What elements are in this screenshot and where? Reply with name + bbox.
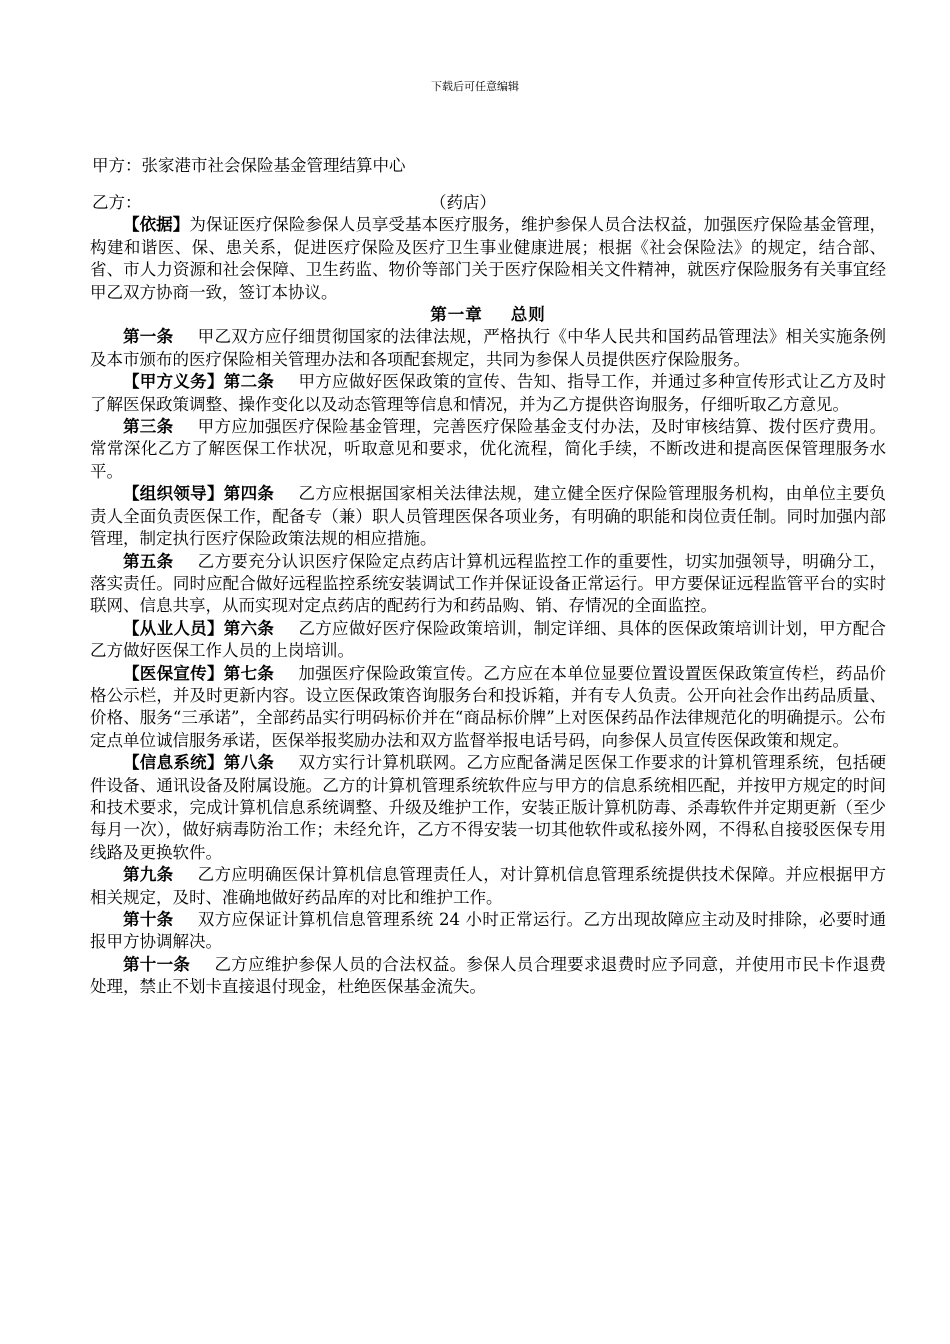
article-title: 第四条 [223, 484, 275, 504]
article-title: 第十一条 [123, 954, 191, 974]
basis-paragraph [90, 214, 886, 304]
article-2 [90, 371, 886, 416]
article-text: 甲方应做好医保政策的宣传、告知、指导工作，并通过多种宣传形式让乙方及时了解医保政策调整、操作变化以及动态管理等信息和情况，并为乙方提供咨询服务，仔细听取乙方意见。 [90, 372, 887, 414]
party-b-label: 乙方： [92, 193, 142, 213]
article-title: 第三条 [123, 417, 174, 437]
basis-text: 为保证医疗保险参保人员享受基本医疗服务，维护参保人员合法权益，加强医疗保险基金管理，构建和谐医、保、患关系，促进医疗保险及医疗卫生事业健康进展；根据《社会保险法》的规定，结合部、省、市人力资源和社会保障、卫生药监、物价等部门关于医疗保险相关文件精神，就医疗保险服务有关事宜经甲乙双方协商一致，签订本协议。 [90, 215, 887, 302]
article-3 [90, 416, 886, 483]
article-title: 第二条 [223, 372, 275, 392]
article-text: 双方实行计算机联网。乙方应配备满足医保工作要求的计算机管理系统，包括硬件设备、通讯设备及附属设施。乙方的计算机管理系统软件应与甲方的信息系统相匹配，并按甲方规定的时间和技术要求，完成计算机信息系统调整、升级及维护工作，安装正版计算机防毒、杀毒软件并定期更新（至少每月一次），做好病毒防治工作；未经允许，乙方不得安装一切其他软件或私接外网，不得私自接驳医保专用线路及更换软件。 [90, 753, 887, 862]
chapter-heading [90, 304, 886, 326]
article-10 [90, 909, 886, 954]
article-tag: 【组织领导】 [123, 484, 224, 504]
article-text: 乙方应明确医保计算机信息管理责任人，对计算机信息管理系统提供技术保障。并应根据甲方相关规定，及时、准确地做好药品库的对比和维护工作。 [90, 865, 887, 907]
article-4 [90, 483, 886, 550]
article-title: 第六条 [223, 618, 275, 638]
article-11 [90, 954, 886, 999]
article-text: 甲方应加强医疗保险基金管理，完善医疗保险基金支付办法，及时审核结算、拨付医疗费用。常常深化乙方了解医保工作状况，听取意见和要求，优化流程，简化手续，不断改进和提高医保管理服务水平。 [90, 417, 887, 481]
article-text: 乙方应做好医疗保险政策培训，制定详细、具体的医保政策培训计划，甲方配合乙方做好医保工作人员的上岗培训。 [90, 618, 887, 661]
article-title: 第五条 [123, 551, 174, 571]
article-text: 乙方应维护参保人员的合法权益。参保人员合理要求退费时应予同意，并使用市民卡作退费处理，禁止不划卡直接退付现金，杜绝医保基金流失。 [90, 954, 887, 997]
agreement-body [90, 155, 886, 999]
article-text: 双方应保证计算机信息管理系统 24 小时正常运行。乙方出现故障应主动及时排除，必要时通报甲方协调解决。 [90, 910, 886, 952]
chapter-title: 总则 [510, 305, 546, 325]
party-b [90, 192, 886, 214]
chapter-number: 第一章 [430, 305, 483, 325]
article-text: 甲乙双方应仔细贯彻国家的法律法规，严格执行《中华人民共和国药品管理法》相关实施条例及本市颁布的医疗保险相关管理办法和各项配套规定，共同为参保人员提供医疗保险服务。 [90, 327, 887, 369]
article-text: 乙方要充分认识医疗保险定点药店计算机远程监控工作的重要性，切实加强领导，明确分工，落实责任。同时应配合做好远程监控系统安装调试工作并保证设备正常运行。甲方要保证远程监管平台的实时联网、信息共享，从而实现对定点药店的配药行为和药品购、销、存情况的全面监控。 [90, 551, 887, 616]
article-6 [90, 618, 886, 663]
article-5 [90, 551, 886, 618]
party-a: 甲方：张家港市社会保险基金管理结算中心 [92, 156, 406, 175]
article-text: 乙方应根据国家相关法律法规，建立健全医疗保险管理服务机构，由单位主要负责人全面负责医保工作，配备专（兼）职人员管理医保各项业务，有明确的职能和岗位责任制。同时加强内部管理，制定执行医疗保险政策法规的相应措施。 [90, 484, 887, 549]
article-title: 第九条 [123, 865, 174, 885]
article-tag: 【甲方义务】 [123, 372, 224, 392]
party-b-suffix: （药店） [430, 193, 496, 213]
article-9 [90, 864, 886, 909]
article-title: 第七条 [223, 663, 275, 683]
article-title: 第八条 [223, 753, 275, 773]
header-note: 下载后可任意编辑 [431, 80, 519, 93]
article-title: 第一条 [123, 327, 174, 347]
article-tag: 【信息系统】 [123, 753, 224, 773]
basis-tag: 【依据】 [123, 215, 190, 235]
article-tag: 【从业人员】 [123, 618, 224, 638]
article-text: 加强医疗保险政策宣传。乙方应在本单位显要位置设置医保政策宣传栏，药品价格公示栏，并及时更新内容。设立医保政策咨询服务台和投诉箱，并有专人负责。公开向社会作出药品质量、价格、服务“三承诺”，全部药品实行明码标价并在“商品标价牌”上对医保药品作法律规范化的明确提示。公布定点单位诚信服务承诺，医保举报奖励办法和双方监督举报电话号码，向参保人员宣传医保政策和规定。 [90, 663, 887, 750]
article-7 [90, 663, 886, 753]
article-title: 第十条 [123, 910, 174, 929]
article-1 [90, 326, 886, 371]
article-8 [90, 752, 886, 864]
article-tag: 【医保宣传】 [123, 663, 224, 683]
